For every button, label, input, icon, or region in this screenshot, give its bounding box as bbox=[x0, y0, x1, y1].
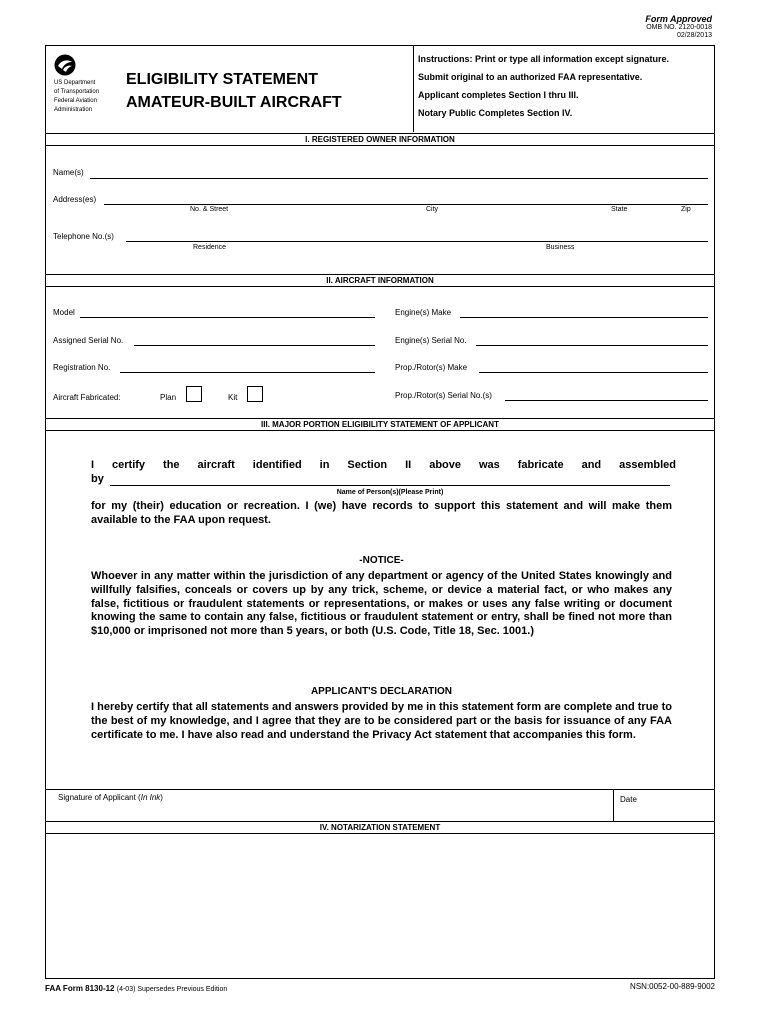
omb-number: OMB NO. 2120-0018 bbox=[646, 24, 712, 31]
instructions bbox=[418, 50, 669, 122]
model-input[interactable] bbox=[80, 307, 375, 318]
nsn-number: NSN:0052-00-889-9002 bbox=[630, 982, 715, 991]
address-label: Address(es) bbox=[53, 195, 97, 204]
header-divider bbox=[413, 45, 414, 132]
declaration-text: I hereby certify that all statements and answers provided by me in this statement form are complete and true to the best of my knowledge, and I agree that they are to be considered part or the basis for issuance of any FAA certificate to me. I have also read and understand the Privacy Act statement that accompanies this form. bbox=[91, 701, 672, 741]
date-divider bbox=[613, 789, 614, 821]
engine-make-label: Engine(s) Make bbox=[395, 308, 452, 317]
date-label: Date bbox=[620, 795, 637, 804]
notarization-area[interactable] bbox=[47, 835, 713, 977]
registration-label: Registration No. bbox=[53, 363, 111, 372]
agency-name: US Department of Transportation Federal Aviation Administration bbox=[54, 80, 100, 113]
dot-logo-icon bbox=[54, 54, 76, 76]
prop-serial-input[interactable] bbox=[505, 390, 708, 401]
serial-input[interactable] bbox=[134, 335, 375, 346]
builder-name-input[interactable] bbox=[110, 476, 670, 486]
telephone-label: Telephone No.(s) bbox=[53, 232, 114, 241]
plan-checkbox[interactable] bbox=[186, 386, 202, 402]
signature-field[interactable] bbox=[54, 804, 610, 820]
address-input[interactable] bbox=[104, 194, 708, 205]
kit-label: Kit bbox=[228, 393, 238, 402]
prop-make-input[interactable] bbox=[479, 362, 708, 373]
business-caption: Business bbox=[546, 244, 575, 251]
zip-caption: Zip bbox=[681, 206, 691, 213]
engine-make-input[interactable] bbox=[460, 307, 708, 318]
model-label: Model bbox=[53, 308, 75, 317]
kit-checkbox[interactable] bbox=[247, 386, 263, 402]
declaration-title: APPLICANT'S DECLARATION bbox=[310, 686, 453, 697]
names-input[interactable] bbox=[90, 168, 708, 179]
section-2-header: II. AIRCRAFT INFORMATION bbox=[46, 274, 714, 287]
form-approved-label: Form Approved bbox=[645, 14, 712, 24]
name-caption: Name of Person(s)(Please Print) bbox=[336, 489, 444, 496]
street-caption: No. & Street bbox=[190, 206, 229, 213]
state-caption: State bbox=[611, 206, 628, 213]
form-number: FAA Form 8130-12 (4-03) Supersedes Previous Edition bbox=[45, 984, 228, 993]
instruction-line: Notary Public Completes Section IV. bbox=[418, 108, 573, 118]
instruction-line: Submit original to an authorized FAA representative. bbox=[418, 72, 643, 82]
telephone-input[interactable] bbox=[126, 231, 708, 242]
form-title: ELIGIBILITY STATEMENT AMATEUR-BUILT AIRCRAFT bbox=[126, 71, 342, 111]
prop-serial-label: Prop./Rotor(s) Serial No.(s) bbox=[395, 391, 492, 400]
certify-statement: I certify the aircraft identified in Section II above was fabricate and assembled bbox=[91, 459, 676, 471]
section-3-header: III. MAJOR PORTION ELIGIBILITY STATEMENT OF APPLICANT bbox=[46, 418, 714, 431]
notice-title: -NOTICE- bbox=[359, 555, 404, 566]
residence-caption: Residence bbox=[193, 244, 227, 251]
fabricated-label: Aircraft Fabricated: bbox=[53, 393, 121, 402]
serial-label: Assigned Serial No. bbox=[53, 336, 124, 345]
omb-date: 02/28/2013 bbox=[676, 32, 712, 39]
records-statement: for my (their) education or recreation. I (we) have records to support this statement and will make them available to the FAA upon request. bbox=[91, 500, 672, 526]
engine-serial-input[interactable] bbox=[476, 335, 708, 346]
plan-label: Plan bbox=[160, 393, 177, 402]
section-1-header: I. REGISTERED OWNER INFORMATION bbox=[46, 133, 714, 146]
by-label: by bbox=[91, 473, 104, 485]
prop-make-label: Prop./Rotor(s) Make bbox=[395, 363, 468, 372]
instruction-line: Applicant completes Section I thru III. bbox=[418, 90, 579, 100]
engine-serial-label: Engine(s) Serial No. bbox=[395, 336, 467, 345]
names-label: Name(s) bbox=[53, 168, 84, 177]
instruction-line: Instructions: Print or type all information except signature. bbox=[418, 54, 670, 64]
registration-input[interactable] bbox=[120, 362, 375, 373]
section-4-header: IV. NOTARIZATION STATEMENT bbox=[46, 821, 714, 834]
notice-text: Whoever in any matter within the jurisdiction of any department or agency of the United States knowingly and willfully falsifies, conceals or covers up by any trick, scheme, or device a material fact, or who makes any false, fictitious or fraudulent statements or representations, or makes or uses any false writing or document knowing the same to contain any false, fictitious or fraudulent statement or entry, shall be fined not more than $10,000 or imprisoned not more than 5 years, or both (U.S. Code, Title 18, Sec. 1001.) bbox=[91, 570, 672, 638]
signature-label: Signature of Applicant (In Ink) bbox=[58, 793, 163, 802]
city-caption: City bbox=[426, 206, 439, 213]
